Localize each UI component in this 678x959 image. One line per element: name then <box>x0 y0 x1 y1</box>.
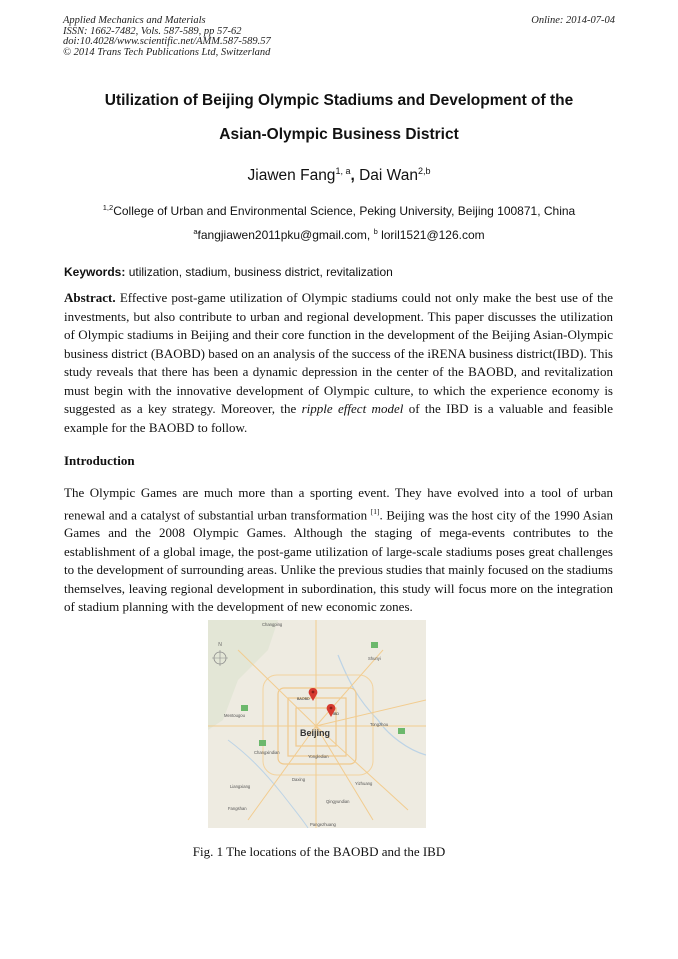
paper-title-line-2: Asian-Olympic Business District <box>219 126 459 143</box>
keywords-text: utilization, stadium, business district, revitalization <box>125 265 393 279</box>
figure-caption: Fig. 1 The locations of the BAOBD and the IBD <box>192 844 446 859</box>
place-label: Shunyi <box>368 656 381 661</box>
place-label: Mentougou <box>224 713 245 718</box>
place-label: Liangxiang <box>230 784 251 789</box>
abstract-italic-term: ripple effect model <box>301 401 404 416</box>
map-badge <box>398 728 405 734</box>
marker-label: IBD <box>333 712 339 716</box>
author-emails <box>0 227 678 242</box>
introduction-paragraph <box>64 484 613 617</box>
abstract-paragraph <box>64 289 613 437</box>
place-label: Changping <box>262 622 283 627</box>
email-superscript: b <box>373 227 378 236</box>
abstract-text-end: of the IBD is a valuable and feasible example for the BAOBD to follow. <box>64 401 614 435</box>
map-badge <box>371 642 378 648</box>
abstract-text: Effective post-game utilization of Olympic stadiums could not only make the best use of the investments, but also contribute to urban and regional development. This paper discusses the utilization of Olympic stadiums in Beijing and their core function in the development of the Beijing Asian-Olympic business district (BAOBD) based on an analysis of the success of the iRENA business district(IBD). This study reveals that there has been a dynamic depression in the center of the BAOBD, and revitalization must begin with the innovative development of Olympic culture, to which the experience economy is suggested as a key strategy. Moreover, the <box>64 290 613 416</box>
online-date: Online: 2014-07-04 <box>531 15 615 26</box>
email-link[interactable]: loril1521@126.com <box>377 228 485 242</box>
copyright-line: © 2014 Trans Tech Publications Ltd, Switzerland <box>63 46 271 58</box>
place-label: Changxindian <box>254 750 280 755</box>
email-superscript: a <box>193 227 198 236</box>
figure-map-beijing <box>208 620 426 828</box>
place-label: Tongzhou <box>370 722 389 727</box>
author-line <box>0 166 678 185</box>
city-label: Beijing <box>300 728 331 738</box>
running-header-left <box>63 16 271 58</box>
author-superscript: 2,b <box>417 166 431 176</box>
keywords <box>64 265 624 279</box>
affiliation-superscript: 1,2 <box>102 203 114 212</box>
place-label: Qingyundian <box>326 799 350 804</box>
journal-name: Applied Mechanics and Materials <box>63 15 206 26</box>
author-name: Jiawen Fang <box>247 167 336 185</box>
place-label: Daxing <box>292 777 306 782</box>
place-label: Yongledian <box>308 754 329 759</box>
affiliation <box>0 203 678 218</box>
author-superscript: 1, a <box>335 166 351 176</box>
paper-title-line-1: Utilization of Beijing Olympic Stadiums and Development of the <box>104 92 574 109</box>
place-label: Yizhuang <box>355 781 373 786</box>
citation-reference[interactable]: [1] <box>370 506 380 516</box>
map-badge <box>259 740 266 746</box>
section-heading-introduction: Introduction <box>64 453 135 468</box>
issn-line: ISSN: 1662-7482, Vols. 587-589, pp 57-62 <box>63 25 242 37</box>
abstract-label: Abstract. <box>64 290 116 305</box>
place-label: Fangshan <box>228 806 247 811</box>
place-label: Pangezhuang <box>310 822 336 827</box>
email-link[interactable]: fangjiawen2011pku@gmail.com, <box>197 228 374 242</box>
doi-line: doi:10.4028/www.scientific.net/AMM.587-589.57 <box>63 36 271 47</box>
compass-label: N <box>218 642 222 648</box>
affiliation-text: College of Urban and Environmental Science, Peking University, Beijing 100871, China <box>113 204 576 218</box>
author-name: Dai Wan <box>359 167 418 185</box>
intro-text-end: . Beijing was the host city of the 1990 Asian Games and the 2008 Olympic Games. Although the staging of mega-events contributes to the establishment of a global image, the post-game utilization of large-scale stadiums poses great challenges to the development of surrounding areas. Unlike the previous studies that mainly focused on the stadiums themselves, leaving regional development in subordination, this study will focus more on the integration of stadium planning with the development of new economic zones. <box>64 506 613 615</box>
intro-text: The Olympic Games are much more than a sporting event. They have evolved into a tool of urban renewal and a catalyst of substantial urban transformation <box>64 485 613 522</box>
map-graphic <box>208 620 426 828</box>
author-separator: , <box>350 167 360 185</box>
keywords-label: Keywords: <box>64 265 126 279</box>
map-badge <box>241 705 248 711</box>
marker-label: BAOBD <box>297 697 310 701</box>
